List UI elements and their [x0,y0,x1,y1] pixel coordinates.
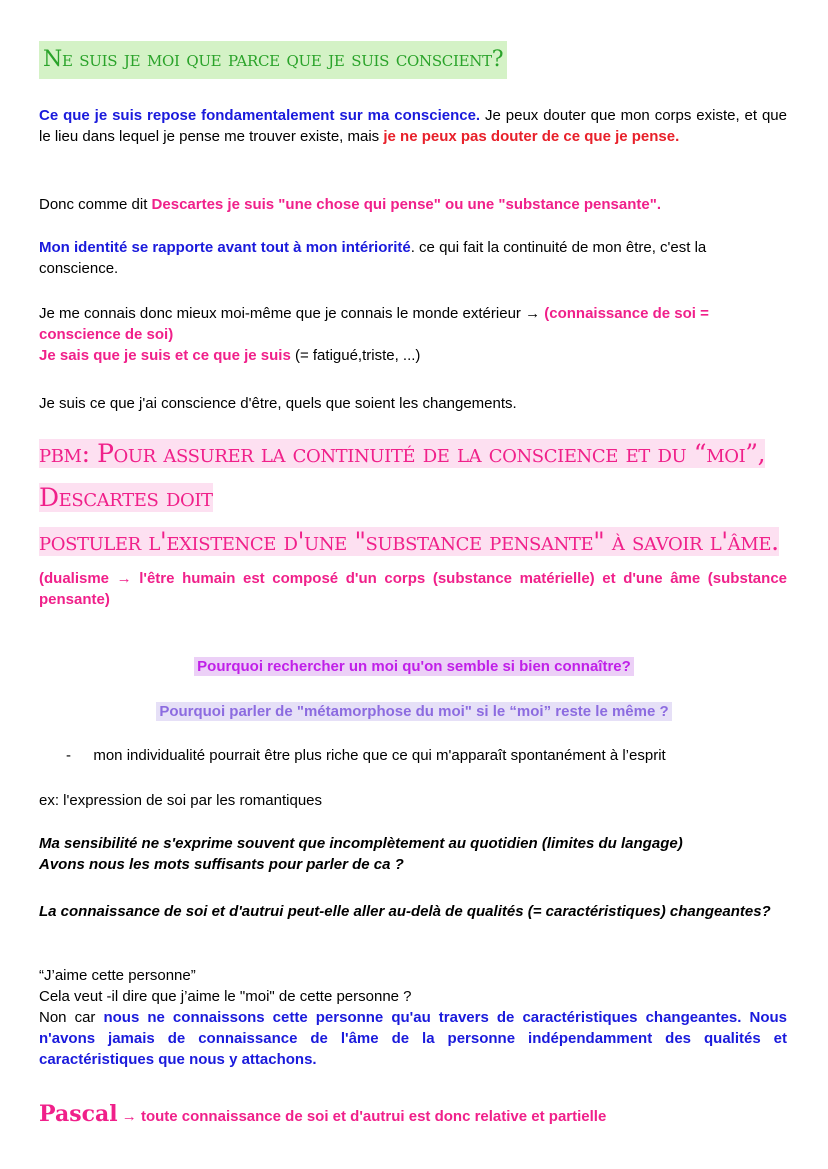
paragraph-aime [39,965,787,1070]
question-2-text: Pourquoi parler de "métamorphose du moi" si le “moi” reste le même ? [156,702,671,721]
problem-line-2: postuler l'existence d'une "substance pensante" à savoir l'âme. [39,527,779,556]
paragraph-identite [39,237,787,279]
highlight-blue: Ce que je suis repose fondamentalement sur ma conscience. [39,107,481,124]
problem-line-1: pbm: Pour assurer la continuité de la conscience et du “moi”, Descartes doit [39,439,766,512]
aime-line-1: “J’aime cette personne” [39,967,196,984]
pascal-name: Pascal [39,1101,118,1127]
paragraph-connaissance-soi [39,303,787,366]
problem-statement [39,432,789,564]
sensibilite-line-2: Avons nous les mots suffisants pour parler de ca ? [39,856,404,873]
bullet-text: mon individualité pourrait être plus riche que ce qui m'apparaît spontanément à l’esprit [93,747,666,764]
plain-text: (= fatigué,triste, ...) [290,347,421,364]
plain-text: . ce qui fait la continuité de mon être, c'est la conscience. [39,239,707,277]
bullet-marker: - [66,747,71,764]
highlight-blue: Mon identité se rapporte avant tout à mon intériorité [39,239,411,256]
paragraph-conscience [39,105,787,147]
paragraph-dualisme: (dualisme → l'être humain est composé d'un corps (substance matérielle) et d'une âme (substance pensante) [39,570,787,608]
question-2 [0,701,828,723]
highlight-red: je ne peux pas douter de ce que je pense. [383,128,680,145]
aime-line-2: Cela veut -il dire que j’aime le "moi" de cette personne ? [39,988,412,1005]
paragraph-changements: Je suis ce que j'ai conscience d'être, quels que soient les changements. [39,395,517,412]
highlight-pink: → toute connaissance de soi et d'autrui est donc relative et partielle [117,1108,607,1125]
paragraph-example: ex: l'expression de soi par les romantiques [39,792,323,809]
paragraph-connaissance-autrui: La connaissance de soi et d'autrui peut-elle aller au-delà de qualités (= caractéristiques) changeantes? [39,903,771,920]
plain-text: Non car [39,1009,104,1026]
highlight-pink: Je sais que je suis et ce que je suis [39,347,291,364]
highlight-blue: nous ne connaissons cette personne qu'au travers de caractéristiques changeantes. Nous n'avons jamais de connaissance de l'âme de la personne indépendamment des qualités et caractéristiques que nous y attachons. [39,1009,787,1068]
paragraph-sensibilite [39,833,787,875]
bullet-item [66,745,786,766]
plain-text: Donc comme dit [39,196,152,213]
page-title: Ne suis je moi que parce que je suis conscient? [39,41,507,79]
highlight-pink: (connaissance de soi = conscience de soi) [39,305,709,343]
sensibilite-line-1: Ma sensibilité ne s'exprime souvent que incomplètement au quotidien (limites du langage) [39,835,683,852]
question-1 [0,656,828,678]
plain-text: Je me connais donc mieux moi-même que je connais le monde extérieur → [39,305,545,322]
paragraph-pascal [39,1101,787,1130]
paragraph-descartes [39,194,787,215]
highlight-pink: Descartes je suis "une chose qui pense" ou une "substance pensante". [151,196,661,213]
question-1-text: Pourquoi rechercher un moi qu'on semble si bien connaître? [194,657,634,676]
plain-text: Je peux douter que mon corps existe, et que le lieu dans lequel je pense me trouver existe, mais [39,107,787,145]
